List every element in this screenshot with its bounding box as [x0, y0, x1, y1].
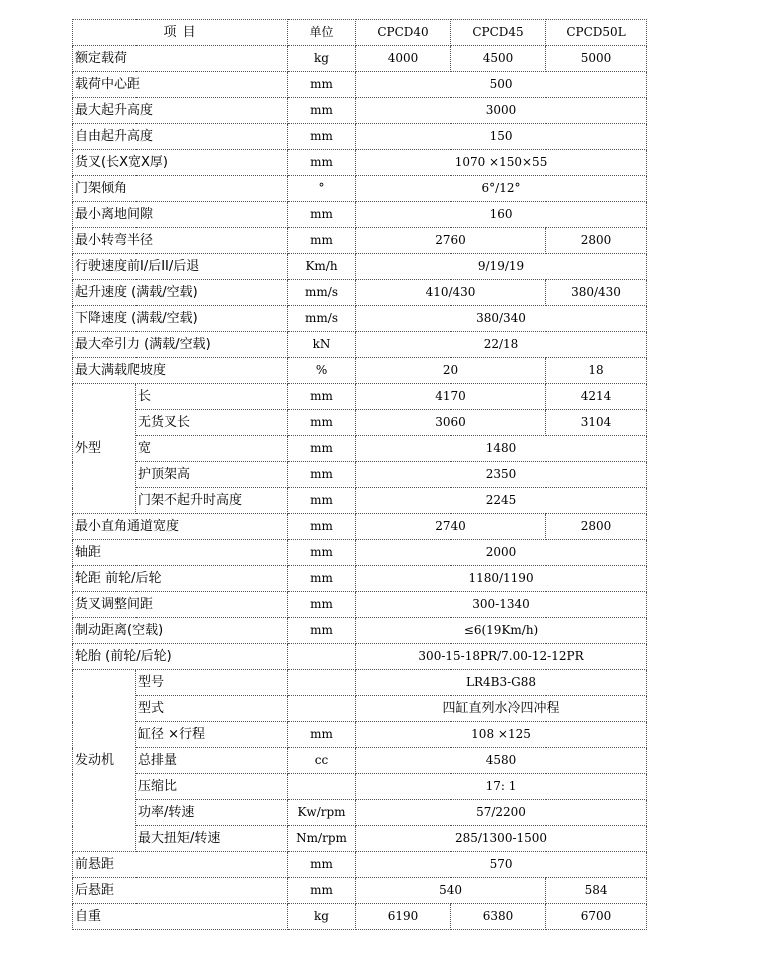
table-row — [73, 852, 647, 878]
row-value: 108 ×125 — [356, 722, 647, 748]
row-label: 最小转弯半径 — [73, 228, 288, 254]
row-unit: mm/s — [288, 280, 356, 306]
table-row — [73, 280, 647, 306]
row-unit: mm — [288, 592, 356, 618]
table-row — [73, 306, 647, 332]
header-item: 项 目 — [73, 20, 288, 46]
row-value: 2760 — [356, 228, 546, 254]
row-value: 四缸直列水冷四冲程 — [356, 696, 647, 722]
row-unit: mm — [288, 72, 356, 98]
row-value: 18 — [546, 358, 647, 384]
row-unit: cc — [288, 748, 356, 774]
row-unit: mm — [288, 124, 356, 150]
row-value: 57/2200 — [356, 800, 647, 826]
row-value: 4000 — [356, 46, 451, 72]
spec-table — [72, 19, 647, 930]
row-value: LR4B3-G88 — [356, 670, 647, 696]
header-unit: 单位 — [288, 20, 356, 46]
row-unit: mm — [288, 202, 356, 228]
header-model: CPCD40 — [356, 20, 451, 46]
row-value: 1480 — [356, 436, 647, 462]
row-unit: mm — [288, 852, 356, 878]
row-value: 6°/12° — [356, 176, 647, 202]
table-row — [73, 774, 647, 800]
row-value: 3104 — [546, 410, 647, 436]
row-label: 载荷中心距 — [73, 72, 288, 98]
row-unit: mm — [288, 384, 356, 410]
row-value: 380/430 — [546, 280, 647, 306]
row-value: 160 — [356, 202, 647, 228]
row-label: 最大起升高度 — [73, 98, 288, 124]
row-value: 150 — [356, 124, 647, 150]
row-label: 门架倾角 — [73, 176, 288, 202]
row-unit: mm — [288, 98, 356, 124]
row-unit: mm — [288, 514, 356, 540]
row-value: 570 — [356, 852, 647, 878]
row-label: 制动距离(空载) — [73, 618, 288, 644]
row-unit: mm — [288, 228, 356, 254]
row-unit: mm — [288, 878, 356, 904]
table-row — [73, 202, 647, 228]
header-model: CPCD45 — [451, 20, 546, 46]
table-row — [73, 228, 647, 254]
row-unit: % — [288, 358, 356, 384]
row-label: 后悬距 — [73, 878, 288, 904]
row-label: 行驶速度前I/后II/后退 — [73, 254, 288, 280]
header-row — [73, 20, 647, 46]
table-row — [73, 72, 647, 98]
table-row — [73, 904, 647, 930]
row-value: 20 — [356, 358, 546, 384]
row-unit: mm — [288, 150, 356, 176]
row-unit: mm — [288, 410, 356, 436]
row-value: 2350 — [356, 462, 647, 488]
row-value: 3060 — [356, 410, 546, 436]
row-value: 584 — [546, 878, 647, 904]
table-row — [73, 696, 647, 722]
row-value: 4214 — [546, 384, 647, 410]
row-unit: Km/h — [288, 254, 356, 280]
row-value: 2800 — [546, 514, 647, 540]
row-label: 护顶架高 — [136, 462, 288, 488]
row-value: 4580 — [356, 748, 647, 774]
row-label: 下降速度 (满载/空载) — [73, 306, 288, 332]
row-label: 货叉调整间距 — [73, 592, 288, 618]
row-unit: mm/s — [288, 306, 356, 332]
row-unit: mm — [288, 618, 356, 644]
row-value: 2800 — [546, 228, 647, 254]
row-value: 500 — [356, 72, 647, 98]
table-row — [73, 514, 647, 540]
row-label: 功率/转速 — [136, 800, 288, 826]
header-model: CPCD50L — [546, 20, 647, 46]
row-value: 6700 — [546, 904, 647, 930]
table-row — [73, 98, 647, 124]
row-label: 最大牵引力 (满载/空载) — [73, 332, 288, 358]
row-value: 5000 — [546, 46, 647, 72]
row-value: 9/19/19 — [356, 254, 647, 280]
row-label: 前悬距 — [73, 852, 288, 878]
group-label-engine: 发动机 — [73, 670, 136, 852]
row-unit — [288, 696, 356, 722]
row-value: 540 — [356, 878, 546, 904]
table-row — [73, 826, 647, 852]
row-unit: mm — [288, 462, 356, 488]
row-label: 型号 — [136, 670, 288, 696]
row-value: 22/18 — [356, 332, 647, 358]
row-label: 门架不起升时高度 — [136, 488, 288, 514]
row-unit — [288, 774, 356, 800]
row-value: 410/430 — [356, 280, 546, 306]
row-value: 300-1340 — [356, 592, 647, 618]
row-value: 17: 1 — [356, 774, 647, 800]
row-label: 轮胎 (前轮/后轮) — [73, 644, 288, 670]
row-label: 最小直角通道宽度 — [73, 514, 288, 540]
table-row — [73, 176, 647, 202]
row-label: 最小离地间隙 — [73, 202, 288, 228]
row-label: 宽 — [136, 436, 288, 462]
row-label: 货叉(长X宽X厚) — [73, 150, 288, 176]
row-value: 300-15-18PR/7.00-12-12PR — [356, 644, 647, 670]
row-label: 轮距 前轮/后轮 — [73, 566, 288, 592]
table-row — [73, 800, 647, 826]
row-unit: Nm/rpm — [288, 826, 356, 852]
row-label: 最大扭矩/转速 — [136, 826, 288, 852]
row-label: 压缩比 — [136, 774, 288, 800]
table-row — [73, 46, 647, 72]
row-unit: mm — [288, 488, 356, 514]
table-row — [73, 488, 647, 514]
row-unit — [288, 670, 356, 696]
row-label: 额定载荷 — [73, 46, 288, 72]
row-value: 1180/1190 — [356, 566, 647, 592]
table-row — [73, 436, 647, 462]
row-value: 380/340 — [356, 306, 647, 332]
table-row — [73, 618, 647, 644]
row-label: 自由起升高度 — [73, 124, 288, 150]
table-row — [73, 332, 647, 358]
table-row — [73, 878, 647, 904]
row-unit: mm — [288, 722, 356, 748]
row-value: 2000 — [356, 540, 647, 566]
group-label-dimensions: 外型 — [73, 384, 136, 514]
row-unit: kN — [288, 332, 356, 358]
table-row — [73, 566, 647, 592]
row-unit: mm — [288, 566, 356, 592]
row-value: ≤6(19Km/h) — [356, 618, 647, 644]
row-label: 起升速度 (满载/空载) — [73, 280, 288, 306]
row-label: 长 — [136, 384, 288, 410]
row-label: 缸径 ×行程 — [136, 722, 288, 748]
row-unit: mm — [288, 540, 356, 566]
table-row — [73, 670, 647, 696]
row-value: 6190 — [356, 904, 451, 930]
row-unit: Kw/rpm — [288, 800, 356, 826]
row-unit: kg — [288, 904, 356, 930]
table-row — [73, 540, 647, 566]
row-value: 2245 — [356, 488, 647, 514]
table-row — [73, 748, 647, 774]
table-row — [73, 722, 647, 748]
row-value: 4500 — [451, 46, 546, 72]
row-unit: kg — [288, 46, 356, 72]
row-value: 6380 — [451, 904, 546, 930]
table-row — [73, 384, 647, 410]
table-row — [73, 644, 647, 670]
table-row — [73, 150, 647, 176]
row-unit — [288, 644, 356, 670]
row-value: 4170 — [356, 384, 546, 410]
row-value: 1070 ×150×55 — [356, 150, 647, 176]
row-label: 轴距 — [73, 540, 288, 566]
row-label: 型式 — [136, 696, 288, 722]
table-row — [73, 410, 647, 436]
row-value: 3000 — [356, 98, 647, 124]
row-value: 285/1300-1500 — [356, 826, 647, 852]
row-label: 无货叉长 — [136, 410, 288, 436]
row-label: 最大满载爬坡度 — [73, 358, 288, 384]
table-row — [73, 462, 647, 488]
row-label: 总排量 — [136, 748, 288, 774]
row-unit: ° — [288, 176, 356, 202]
table-row — [73, 358, 647, 384]
table-row — [73, 124, 647, 150]
table-row — [73, 254, 647, 280]
table-row — [73, 592, 647, 618]
row-label: 自重 — [73, 904, 288, 930]
row-value: 2740 — [356, 514, 546, 540]
row-unit: mm — [288, 436, 356, 462]
